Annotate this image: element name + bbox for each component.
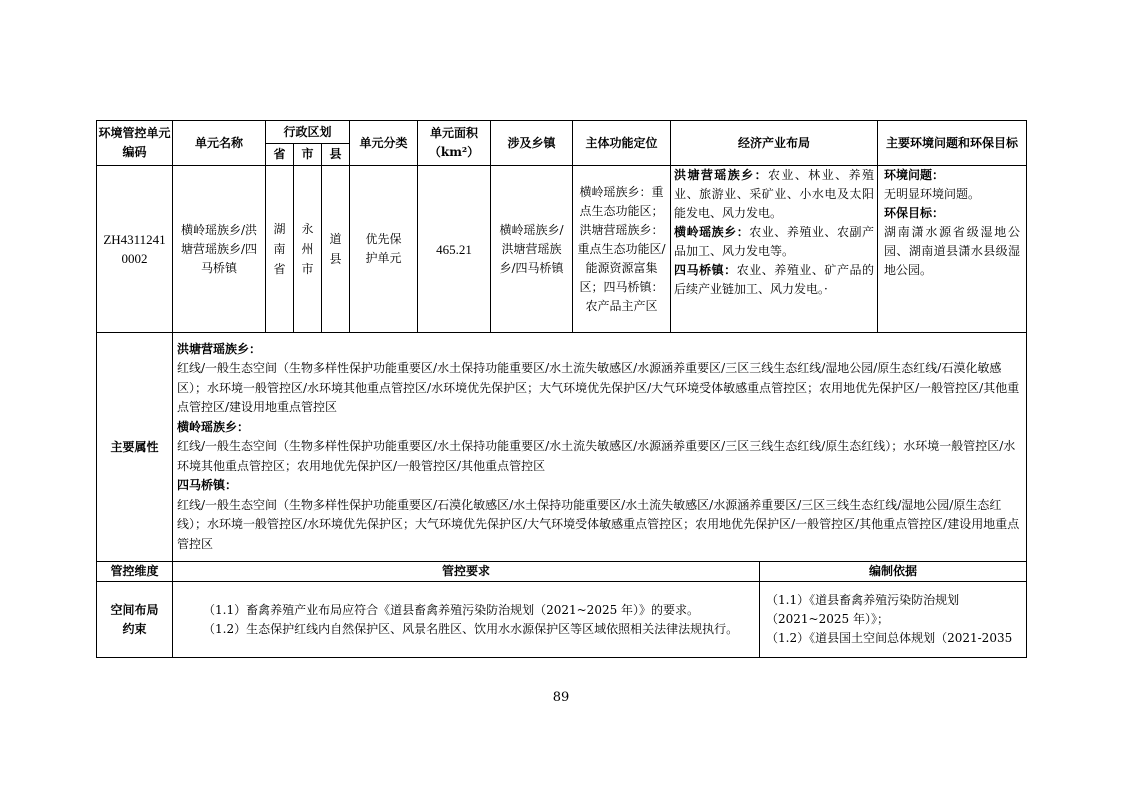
attribute-title: 四马桥镇： [177, 478, 238, 493]
header-towns: 涉及乡镇 [491, 121, 573, 166]
header-economy: 经济产业布局 [671, 121, 878, 166]
header-area-line1: 单元面积 [430, 126, 479, 140]
header-function: 主体功能定位 [573, 121, 671, 166]
economy-label: 横岭瑶族乡： [674, 225, 750, 239]
attributes-label: 主要属性 [97, 333, 173, 562]
economy-text: 农业、养殖业、农副产品加工、风力发电等。 [674, 225, 875, 258]
goals-text: 湖南潇水源省级湿地公园、湖南道县潇水县级湿地公园。 [884, 225, 1021, 277]
table-row [97, 166, 1027, 333]
unit-economy [671, 166, 878, 333]
header-name: 单元名称 [173, 121, 266, 166]
dimension-value: 空间布局约束 [97, 582, 173, 658]
unit-function: 横岭瑶族乡：重点生态功能区；洪塘营瑶族乡：重点生态功能区/能源资源富集区；四马桥镇：农产品主产区 [573, 166, 671, 333]
header-dimension: 管控维度 [97, 562, 173, 582]
economy-item [674, 166, 874, 223]
header-city: 市 [294, 144, 322, 166]
unit-towns: 横岭瑶族乡/洪塘营瑶族乡/四马桥镇 [491, 166, 573, 333]
economy-text: 农业、养殖业、矿产品的后续产业链加工、风力发电。· [674, 263, 875, 296]
goals-label: 环保目标： [884, 206, 945, 220]
header-requirement: 管控要求 [173, 562, 760, 582]
header-province: 省 [266, 144, 294, 166]
header-issues: 主要环境问题和环保目标 [878, 121, 1027, 166]
unit-info-table [96, 120, 1027, 562]
requirements [173, 582, 760, 658]
unit-area: 465.21 [418, 166, 491, 333]
attributes-content [173, 333, 1027, 562]
basis-item: （1.1）《道县畜禽养殖污染防治规划（2021~2025 年）》； [766, 593, 960, 626]
issues-label: 环境问题： [884, 168, 945, 182]
city-value: 永州市 [301, 222, 314, 276]
header-category: 单元分类 [350, 121, 418, 166]
control-table [96, 561, 1027, 658]
attribute-text: 红线/一般生态空间（生物多样性保护功能重要区/水土保持功能重要区/水土流失敏感区/水源涵养重要区/三区三线生态红线/湿地公园/原生态红线/石漠化敏感区）；水环境一般管控区/水环境其他重点管控区/水环境优先保护区；大气环境优先保护区/大气环境受体敏感重点管控区；农用地优先保护区/一般管控区/其他重点管控区/建设用地重点管控区 [177, 361, 1020, 415]
unit-code: ZH43112410002 [97, 166, 173, 333]
header-area-line2: （km²） [428, 145, 480, 159]
requirement-item: （1.1）畜禽养殖产业布局应符合《道县畜禽养殖污染防治规划（2021~2025 年）》的要求。 [203, 602, 700, 617]
economy-item [674, 261, 874, 299]
attribute-title: 洪塘营瑶族乡： [177, 341, 262, 356]
basis [760, 582, 1027, 658]
issues-text: 无明显环境问题。 [884, 187, 981, 201]
requirement-item: （1.2）生态保护红线内自然保护区、风景名胜区、饮用水水源保护区等区域依照相关法律法规执行。 [203, 621, 739, 636]
unit-name: 横岭瑶族乡/洪塘营瑶族乡/四马桥镇 [173, 166, 266, 333]
attribute-text: 红线/一般生态空间（生物多样性保护功能重要区/水土保持功能重要区/水土流失敏感区/水源涵养重要区/三区三线生态红线/原生态红线）；水环境一般管控区/水环境其他重点管控区；农用地优先保护区/一般管控区/其他重点管控区 [177, 439, 1016, 473]
header-basis: 编制依据 [760, 562, 1027, 582]
economy-item [674, 223, 874, 261]
province-value: 湖南省 [273, 222, 286, 276]
county-cell [322, 166, 350, 333]
province-cell [266, 166, 294, 333]
header-county: 县 [322, 144, 350, 166]
header-area [418, 121, 491, 166]
page-number: 89 [552, 690, 570, 705]
economy-text: 农业、林业、养殖业、旅游业、采矿业、小水电及太阳能发电、风力发电。 [674, 168, 875, 220]
attribute-title: 横岭瑶族乡： [177, 419, 250, 434]
basis-item: （1.2）《道县国土空间总体规划（2021-2035 [766, 631, 1013, 645]
unit-category: 优先保护单元 [350, 166, 418, 333]
economy-label: 四马桥镇： [674, 263, 737, 277]
unit-issues [878, 166, 1027, 333]
attribute-text: 红线/一般生态空间（生物多样性保护功能重要区/石漠化敏感区/水土保持功能重要区/水土流失敏感区/水源涵养重要区/三区三线生态红线/湿地公园/原生态红线）；水环境一般管控区/水环境优先保护区；大气环境优先保护区/大气环境受体敏感重点管控区；农用地优先保护区/一般管控区/其他重点管控区/建设用地重点管控区 [177, 497, 1020, 551]
header-admin: 行政区划 [266, 121, 350, 144]
table-row [97, 582, 1027, 658]
header-code: 环境管控单元编码 [97, 121, 173, 166]
city-cell [294, 166, 322, 333]
county-value: 道县 [329, 232, 342, 266]
economy-label: 洪塘营瑶族乡： [674, 168, 769, 182]
